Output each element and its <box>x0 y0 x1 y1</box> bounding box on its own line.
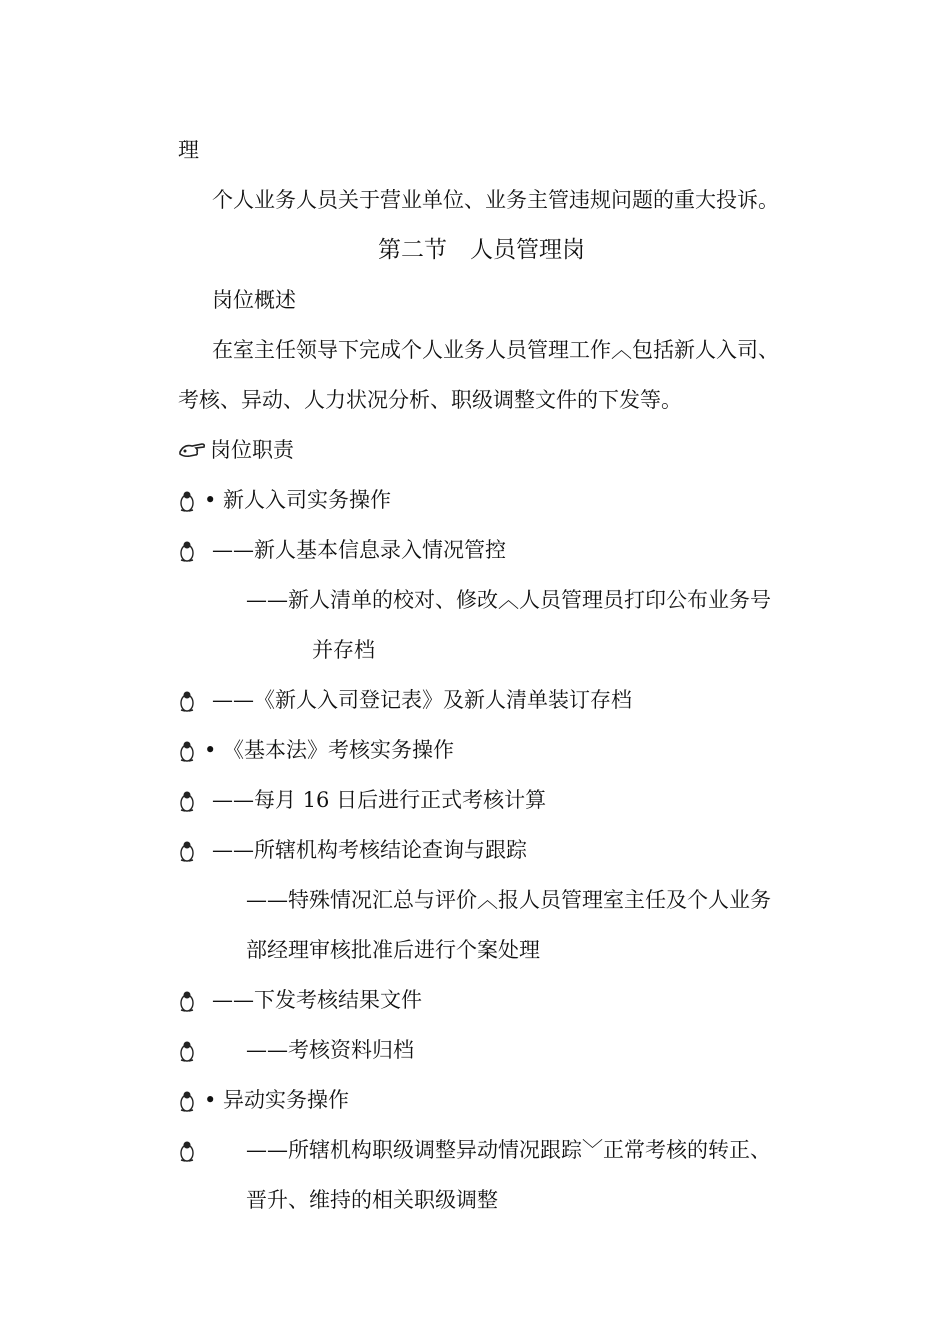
duty-subitem-cont: 并存档 <box>312 638 375 662</box>
subheading-overview: 岗位概述 <box>212 288 296 312</box>
penguin-icon <box>178 840 196 862</box>
penguin-icon <box>178 490 196 512</box>
duty-item-transfer: • 异动实务操作 <box>204 1088 350 1112</box>
duty-subitem: ——所辖机构考核结论查询与跟踪 <box>212 838 527 862</box>
duty-subitem: ——所辖机构职级调整异动情况跟踪﹀正常考核的转正、 <box>246 1138 771 1162</box>
subheading-duties: 岗位职责 <box>210 438 294 462</box>
text-line-complaints: 个人业务人员关于营业单位、业务主管违规问题的重大投诉。 <box>212 188 779 212</box>
section-heading: 第二节 人员管理岗 <box>378 237 585 263</box>
text-line-li: 理 <box>178 138 199 162</box>
penguin-icon <box>178 790 196 812</box>
penguin-icon <box>178 1140 196 1162</box>
duty-subitem: ——新人基本信息录入情况管控 <box>212 538 506 562</box>
penguin-icon <box>178 690 196 712</box>
penguin-icon <box>178 1040 196 1062</box>
hand-pointing-icon <box>178 440 206 462</box>
duty-subitem: ——考核资料归档 <box>246 1038 414 1062</box>
duty-subitem: ——特殊情况汇总与评价︿报人员管理室主任及个人业务 <box>246 888 771 912</box>
duty-subitem-cont: 部经理审核批准后进行个案处理 <box>246 938 540 962</box>
penguin-icon <box>178 990 196 1012</box>
overview-text-2: 考核、异动、人力状况分析、职级调整文件的下发等。 <box>178 388 682 412</box>
penguin-icon <box>178 740 196 762</box>
penguin-icon <box>178 1090 196 1112</box>
overview-text-1: 在室主任领导下完成个人业务人员管理工作︿包括新人入司、 <box>212 338 779 362</box>
penguin-icon <box>178 540 196 562</box>
duty-subitem: ——新人清单的校对、修改︿人员管理员打印公布业务号 <box>246 588 771 612</box>
duty-item-assessment: • 《基本法》考核实务操作 <box>204 738 455 762</box>
duty-item-newcomer: • 新人入司实务操作 <box>204 488 392 512</box>
duty-subitem: ——下发考核结果文件 <box>212 988 422 1012</box>
duty-subitem-cont: 晋升、维持的相关职级调整 <box>246 1188 498 1212</box>
duty-subitem: ——每月 16 日后进行正式考核计算 <box>212 788 547 812</box>
duty-subitem: ——《新人入司登记表》及新人清单装订存档 <box>212 688 632 712</box>
